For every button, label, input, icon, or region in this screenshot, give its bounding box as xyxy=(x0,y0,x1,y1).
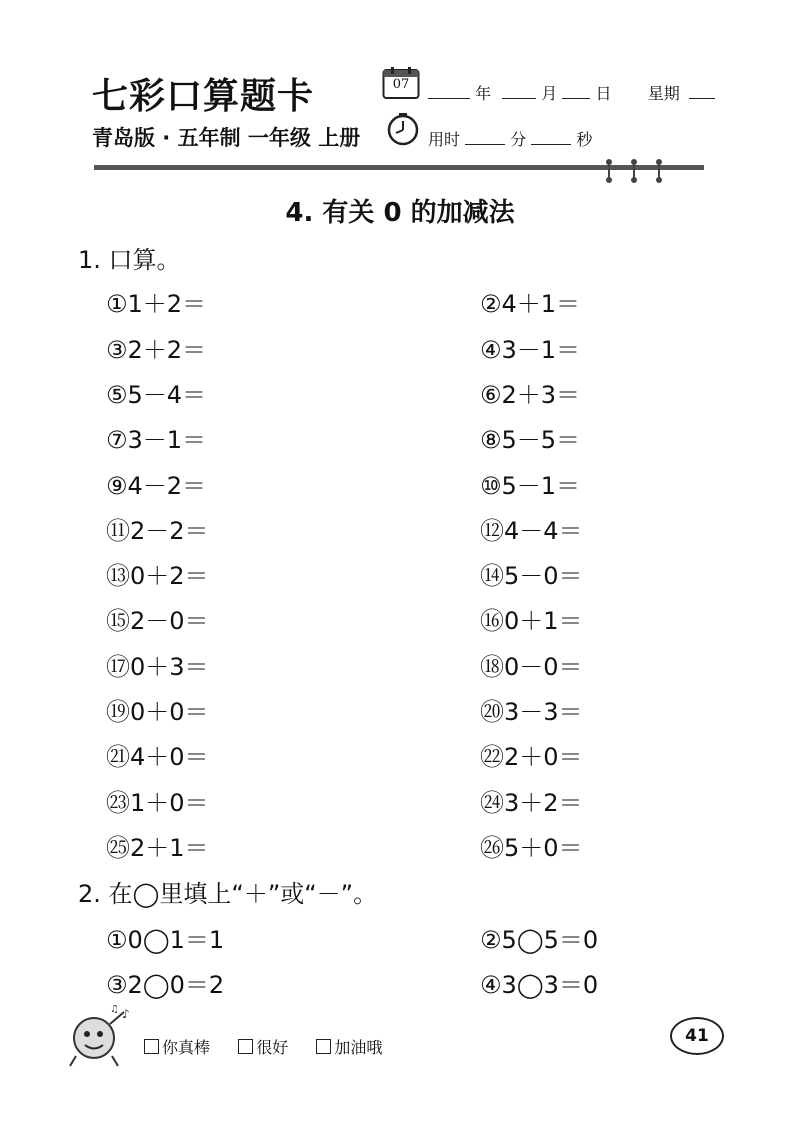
problem-20: ⑳3－3＝ xyxy=(480,698,583,726)
page-number: 41 xyxy=(670,1017,724,1055)
praise-checkbox-1[interactable] xyxy=(144,1039,159,1054)
month-label: 月 xyxy=(541,84,558,103)
section1-heading: 1. 口算。 xyxy=(78,246,181,274)
problem-21: ㉑4＋0＝ xyxy=(106,743,209,771)
problem-15: ⑮2－0＝ xyxy=(106,607,209,635)
problem-24: ㉔3＋2＝ xyxy=(480,789,583,817)
problem-23: ㉓1＋0＝ xyxy=(106,789,209,817)
lesson-title: 4. 有关 0 的加减法 xyxy=(285,198,515,228)
month-blank xyxy=(502,80,536,99)
time-used-label: 用时 xyxy=(428,130,461,149)
praise-label-2: 很好 xyxy=(256,1038,289,1057)
week-label: 星期 xyxy=(647,84,680,103)
section2-heading: 2. 在◯里填上“＋”或“－”。 xyxy=(78,880,378,908)
problem-19: ⑲0＋0＝ xyxy=(106,698,209,726)
day-label: 日 xyxy=(595,84,612,103)
calendar-icon xyxy=(382,66,420,100)
minutes-label: 分 xyxy=(510,130,527,149)
praise-label-1: 你真棒 xyxy=(162,1038,211,1057)
problem-16: ⑯0＋1＝ xyxy=(480,607,583,635)
svg-text:♪: ♪ xyxy=(122,1007,130,1021)
problem-10: ⑩5－1＝ xyxy=(480,472,581,500)
problem-13: ⑬0＋2＝ xyxy=(106,562,209,590)
day-blank xyxy=(562,80,590,99)
problem-2: ②4＋1＝ xyxy=(480,290,581,318)
problem-12: ⑫4－4＝ xyxy=(480,517,583,545)
problem-18: ⑱0－0＝ xyxy=(480,653,583,681)
problem-11: ⑪2－2＝ xyxy=(106,517,209,545)
praise-options xyxy=(144,1035,382,1058)
seconds-blank xyxy=(531,126,571,145)
problem-9: ⑨4－2＝ xyxy=(106,472,207,500)
brand-title: 七彩口算题卡 xyxy=(92,75,315,117)
problem-6: ⑥2＋3＝ xyxy=(480,381,581,409)
sign-problem-2: ②5◯5＝0 xyxy=(480,926,599,954)
problem-1: ①1＋2＝ xyxy=(106,290,207,318)
problem-5: ⑤5－4＝ xyxy=(106,381,207,409)
problem-22: ㉒2＋0＝ xyxy=(480,743,583,771)
problem-26: ㉖5＋0＝ xyxy=(480,834,583,862)
week-blank xyxy=(689,80,715,99)
mascot-illustration xyxy=(66,1004,136,1074)
problem-8: ⑧5－5＝ xyxy=(480,426,581,454)
clock-icon xyxy=(386,113,420,151)
calendar-day: 07 xyxy=(392,77,410,92)
minutes-blank xyxy=(465,126,505,145)
problem-14: ⑭5－0＝ xyxy=(480,562,583,590)
year-label: 年 xyxy=(475,84,492,103)
praise-label-3: 加油哦 xyxy=(334,1038,383,1057)
problem-4: ④3－1＝ xyxy=(480,336,581,364)
seconds-label: 秒 xyxy=(576,130,593,149)
year-blank xyxy=(428,80,470,99)
divider-dots xyxy=(604,158,664,188)
sign-problem-1: ①0◯1＝1 xyxy=(106,926,225,954)
sign-problem-4: ④3◯3＝0 xyxy=(480,971,599,999)
praise-checkbox-2[interactable] xyxy=(238,1039,253,1054)
svg-text:♫: ♫ xyxy=(110,1004,119,1015)
sign-problem-3: ③2◯0＝2 xyxy=(106,971,225,999)
problem-7: ⑦3－1＝ xyxy=(106,426,207,454)
problem-3: ③2＋2＝ xyxy=(106,336,207,364)
edition-label: 青岛版 · 五年制 一年级 上册 xyxy=(92,126,361,150)
praise-checkbox-3[interactable] xyxy=(316,1039,331,1054)
problem-25: ㉕2＋1＝ xyxy=(106,834,209,862)
problem-17: ⑰0＋3＝ xyxy=(106,653,209,681)
time-fields xyxy=(428,126,592,150)
date-fields xyxy=(428,80,715,104)
